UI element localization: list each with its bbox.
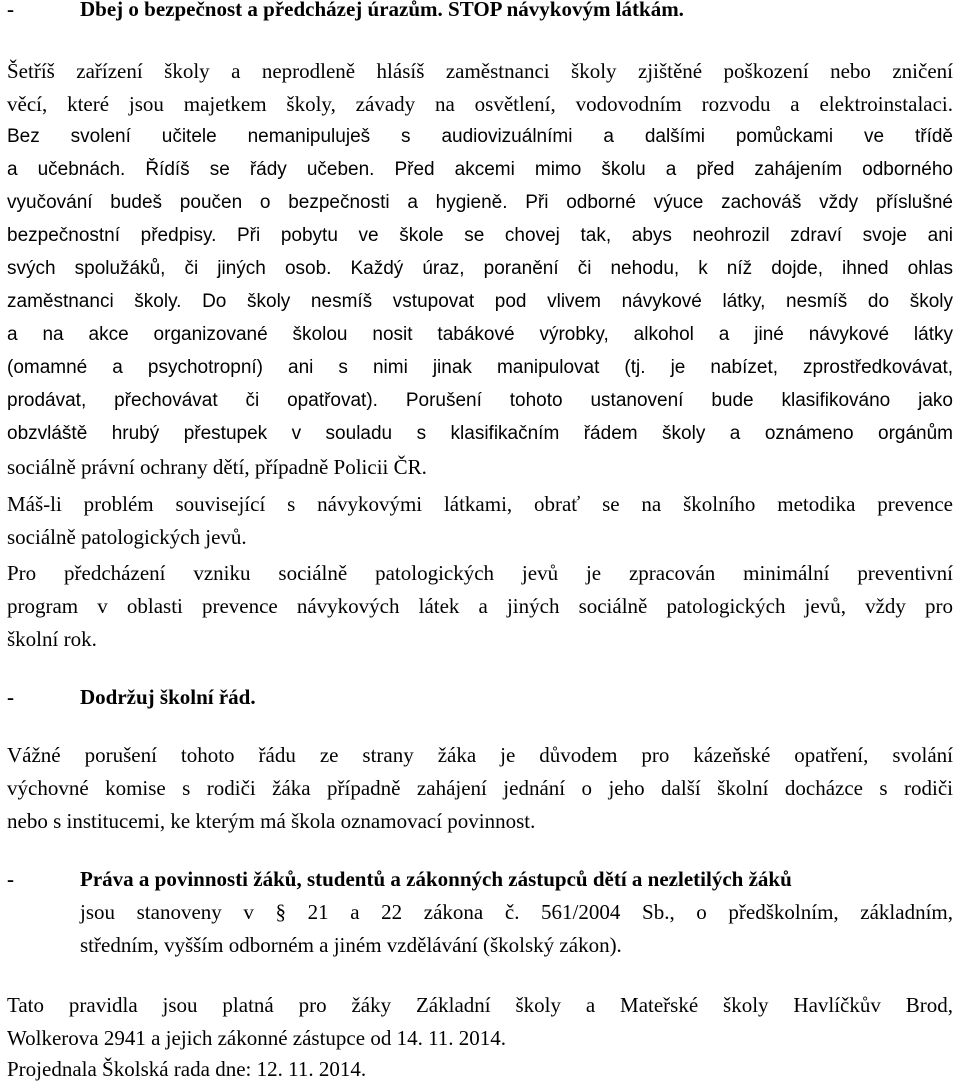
text-line: jsou stanoveny v § 21 a 22 zákona č. 561/2004 Sb., o předškolním, základním, <box>80 900 953 924</box>
text-line: Tato pravidla jsou platná pro žáky Základní školy a Mateřské školy Havlíčkův Brod, <box>7 993 953 1017</box>
text-line: program v oblasti prevence návykových látek a jiných sociálně patologických jevů, vždy pro <box>7 594 953 618</box>
approval-line: Projednala Školská rada dne: 12. 11. 2014. <box>7 1057 367 1081</box>
text-line: vyučování budeš poučen o bezpečnosti a hygieně. Při odborné výuce zachováš vždy příslušné <box>7 192 953 213</box>
text-line: středním, vyšším odborném a jiném vzdělávání (školský zákon). <box>80 933 622 957</box>
text-line: nebo s institucemi, ke kterým má škola oznamovací povinnost. <box>7 809 536 833</box>
text-line: sociálně právní ochrany dětí, případně Policii ČR. <box>7 455 427 479</box>
text-line: obzvláště hrubý přestupek v souladu s klasifikačním řádem školy a oznámeno orgánům <box>7 423 953 444</box>
text-line: (omamné a psychotropní) ani s nimi jinak manipulovat (tj. je nabízet, zprostředkovávat, <box>7 357 953 378</box>
text-line: Wolkerova 2941 a jejich zákonné zástupce od 14. 11. 2014. <box>7 1026 507 1050</box>
text-line: sociálně patologických jevů. <box>7 525 247 549</box>
text-line: Bez svolení učitele nemanipuluješ s audiovizuálními a dalšími pomůckami ve třídě <box>7 126 953 147</box>
text-line: školní rok. <box>7 627 97 651</box>
text-line: a učebnách. Řídíš se řády učeben. Před akcemi mimo školu a před zahájením odborného <box>7 159 953 180</box>
text-line: Máš-li problém související s návykovými látkami, obrať se na školního metodika prevence <box>7 492 953 516</box>
text-line: svých spolužáků, či jiných osob. Každý úraz, poranění či nehodu, k níž dojde, ihned ohlas <box>7 258 953 279</box>
text-line: zaměstnanci školy. Do školy nesmíš vstupovat pod vlivem návykové látky, nesmíš do školy <box>7 291 953 312</box>
text-line: prodávat, přechovávat či opatřovat). Porušení tohoto ustanovení bude klasifikováno jako <box>7 390 953 411</box>
bullet-dash: - <box>7 685 14 709</box>
bullet-dash: - <box>7 867 14 891</box>
text-line: a na akce organizované školou nosit tabákové výrobky, alkohol a jiné návykové látky <box>7 324 953 345</box>
rules-heading: Dodržuj školní řád. <box>80 685 256 709</box>
text-line: věcí, které jsou majetkem školy, závady na osvětlení, vodovodním rozvodu a elektroinstalaci. <box>7 92 953 116</box>
bullet-dash: - <box>7 0 14 21</box>
text-line: Šetříš zařízení školy a neprodleně hlásíš zaměstnanci školy zjištěné poškození nebo zničení <box>7 59 953 83</box>
text-line: výchovné komise s rodiči žáka případně zahájení jednání o jeho další školní docházce s rodiči <box>7 776 953 800</box>
text-line: Vážné porušení tohoto řádu ze strany žáka je důvodem pro kázeňské opatření, svolání <box>7 743 953 767</box>
text-line: Pro předcházení vzniku sociálně patologických jevů je zpracován minimální preventivní <box>7 561 953 585</box>
safety-heading: Dbej o bezpečnost a předcházej úrazům. STOP návykovým látkám. <box>80 0 684 21</box>
text-line: bezpečnostní předpisy. Při pobytu ve škole se chovej tak, abys neohrozil zdraví svoje ani <box>7 225 953 246</box>
rights-heading: Práva a povinnosti žáků, studentů a zákonných zástupců dětí a nezletilých žáků <box>80 867 792 891</box>
